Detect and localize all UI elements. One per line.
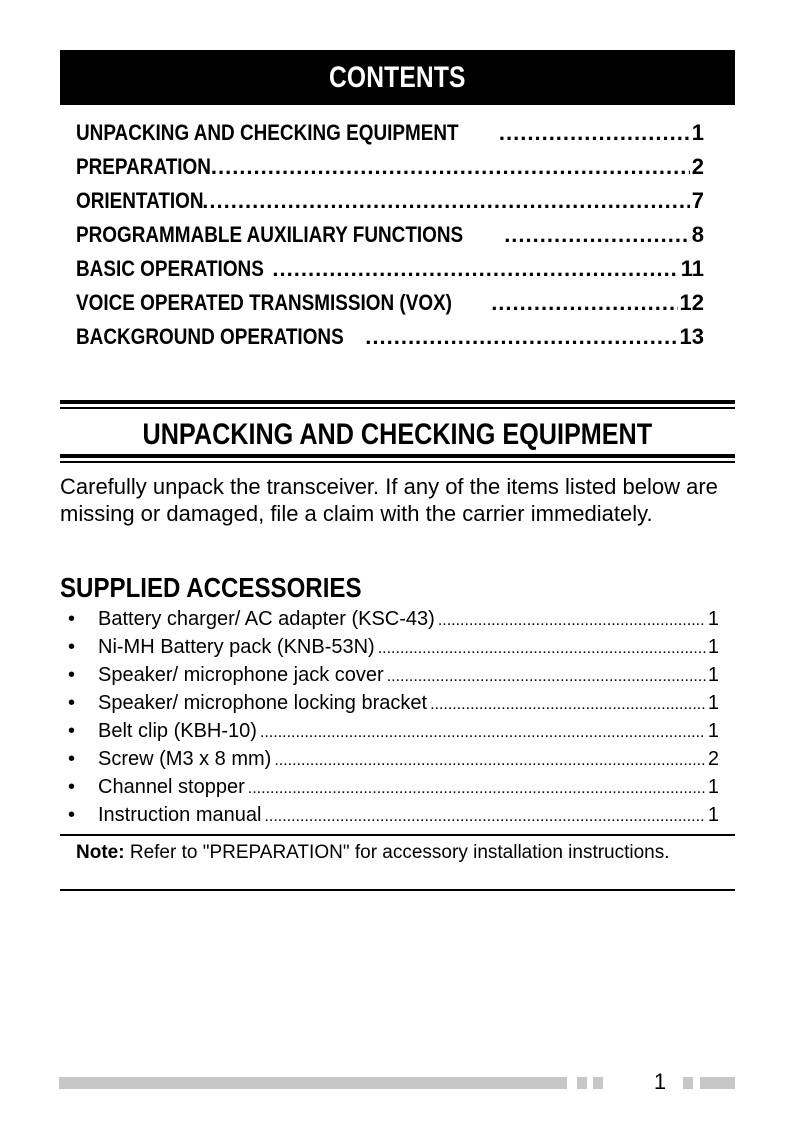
toc-entry-page: 8 [691,222,704,247]
toc-entry-page: 1 [691,120,704,145]
list-item [68,801,719,829]
item-name: Speaker/ microphone jack cover [98,664,384,686]
bullet: • [68,720,76,742]
page-number: 1 [653,1069,667,1094]
section-rule-top-thin [60,407,735,409]
list-item [68,633,719,661]
toc-entry[interactable] [76,184,704,218]
toc-entry-title: BASIC OPERATIONS [76,256,264,281]
bullet: • [68,804,76,826]
item-qty: 1 [707,608,719,630]
item-name: Instruction manual [98,804,262,826]
list-item [68,689,719,717]
note-label: Note: [76,842,125,863]
list-item [68,745,719,773]
toc-entry[interactable] [76,252,704,286]
toc-entry-title: UNPACKING AND CHECKING EQUIPMENT [76,120,459,145]
section-rule-top [60,400,735,404]
dot-leader [264,803,705,831]
list-item [68,661,719,689]
section-rule-bottom-thin [60,461,735,463]
section-title [60,414,735,456]
list-item [68,717,719,745]
section-title-text: UNPACKING AND CHECKING EQUIPMENT [142,418,653,451]
dot-leader [202,184,689,218]
item-name: Battery charger/ AC adapter (KSC-43) [98,608,435,630]
dot-leader [387,663,706,691]
dot-leader [378,635,706,663]
item-name: Ni-MH Battery pack (KNB-53N) [98,636,375,658]
note-rule-bottom [60,889,735,891]
bullet: • [68,748,76,770]
bullet: • [68,692,76,714]
item-qty: 1 [707,636,719,658]
item-qty: 2 [707,748,719,770]
intro-paragraph: Carefully unpack the transceiver. If any of the items listed below are missing or damaged, file a claim with the carrier immediately. [60,474,718,526]
item-name: Channel stopper [98,776,245,798]
item-qty: 1 [707,720,719,742]
item-qty: 1 [707,664,719,686]
toc-entry-title: VOICE OPERATED TRANSMISSION (VOX) [76,290,452,315]
footer-block [593,1077,603,1089]
toc-entry-title: PREPARATION [76,154,211,179]
contents-header [60,50,735,105]
toc-entry-page: 11 [680,256,704,281]
accessories-heading [60,570,411,606]
section-rule-bottom [60,454,735,458]
dot-leader [504,218,690,252]
bullet: • [68,664,76,686]
toc-entry-page: 7 [691,188,704,213]
item-name: Speaker/ microphone locking bracket [98,692,428,714]
note-text: Refer to "PREPARATION" for accessory installation instructions. [124,842,670,863]
dot-leader [211,150,690,184]
footer-bar-left [59,1077,567,1089]
bullet: • [68,636,76,658]
toc-entry[interactable] [76,286,704,320]
toc-entry-title: ORIENTATION [76,188,204,213]
toc-entry[interactable] [76,320,704,354]
contents-title: CONTENTS [329,61,466,94]
toc-entry-page: 13 [679,324,704,349]
dot-leader [248,775,706,803]
footer-block [577,1077,587,1089]
list-item [68,605,719,633]
bullet: • [68,776,76,798]
toc-entry-title: BACKGROUND OPERATIONS [76,324,344,349]
accessories-list [68,605,719,829]
item-qty: 1 [707,804,719,826]
toc-entry[interactable] [76,218,704,252]
note-box [76,841,716,864]
dot-leader [260,719,706,747]
toc-entry-title: PROGRAMMABLE AUXILIARY FUNCTIONS [76,222,464,247]
item-qty: 1 [707,692,719,714]
item-name: Belt clip (KBH-10) [98,720,257,742]
bullet: • [68,608,76,630]
toc-entry[interactable] [76,150,704,184]
toc-entry-page: 2 [691,154,704,179]
dot-leader [272,252,678,286]
item-qty: 1 [707,776,719,798]
dot-leader [438,607,706,635]
footer-block [683,1077,693,1089]
dot-leader [365,320,677,354]
dot-leader [274,747,706,775]
note-rule-top [60,834,735,836]
table-of-contents [76,116,704,354]
item-name: Screw (M3 x 8 mm) [98,748,272,770]
dot-leader [430,691,706,719]
dot-leader [491,286,677,320]
footer-bar-right [700,1077,735,1089]
list-item [68,773,719,801]
toc-entry-page: 12 [679,290,704,315]
accessories-heading-text: SUPPLIED ACCESSORIES [60,572,362,603]
dot-leader [499,116,690,150]
toc-entry[interactable] [76,116,704,150]
